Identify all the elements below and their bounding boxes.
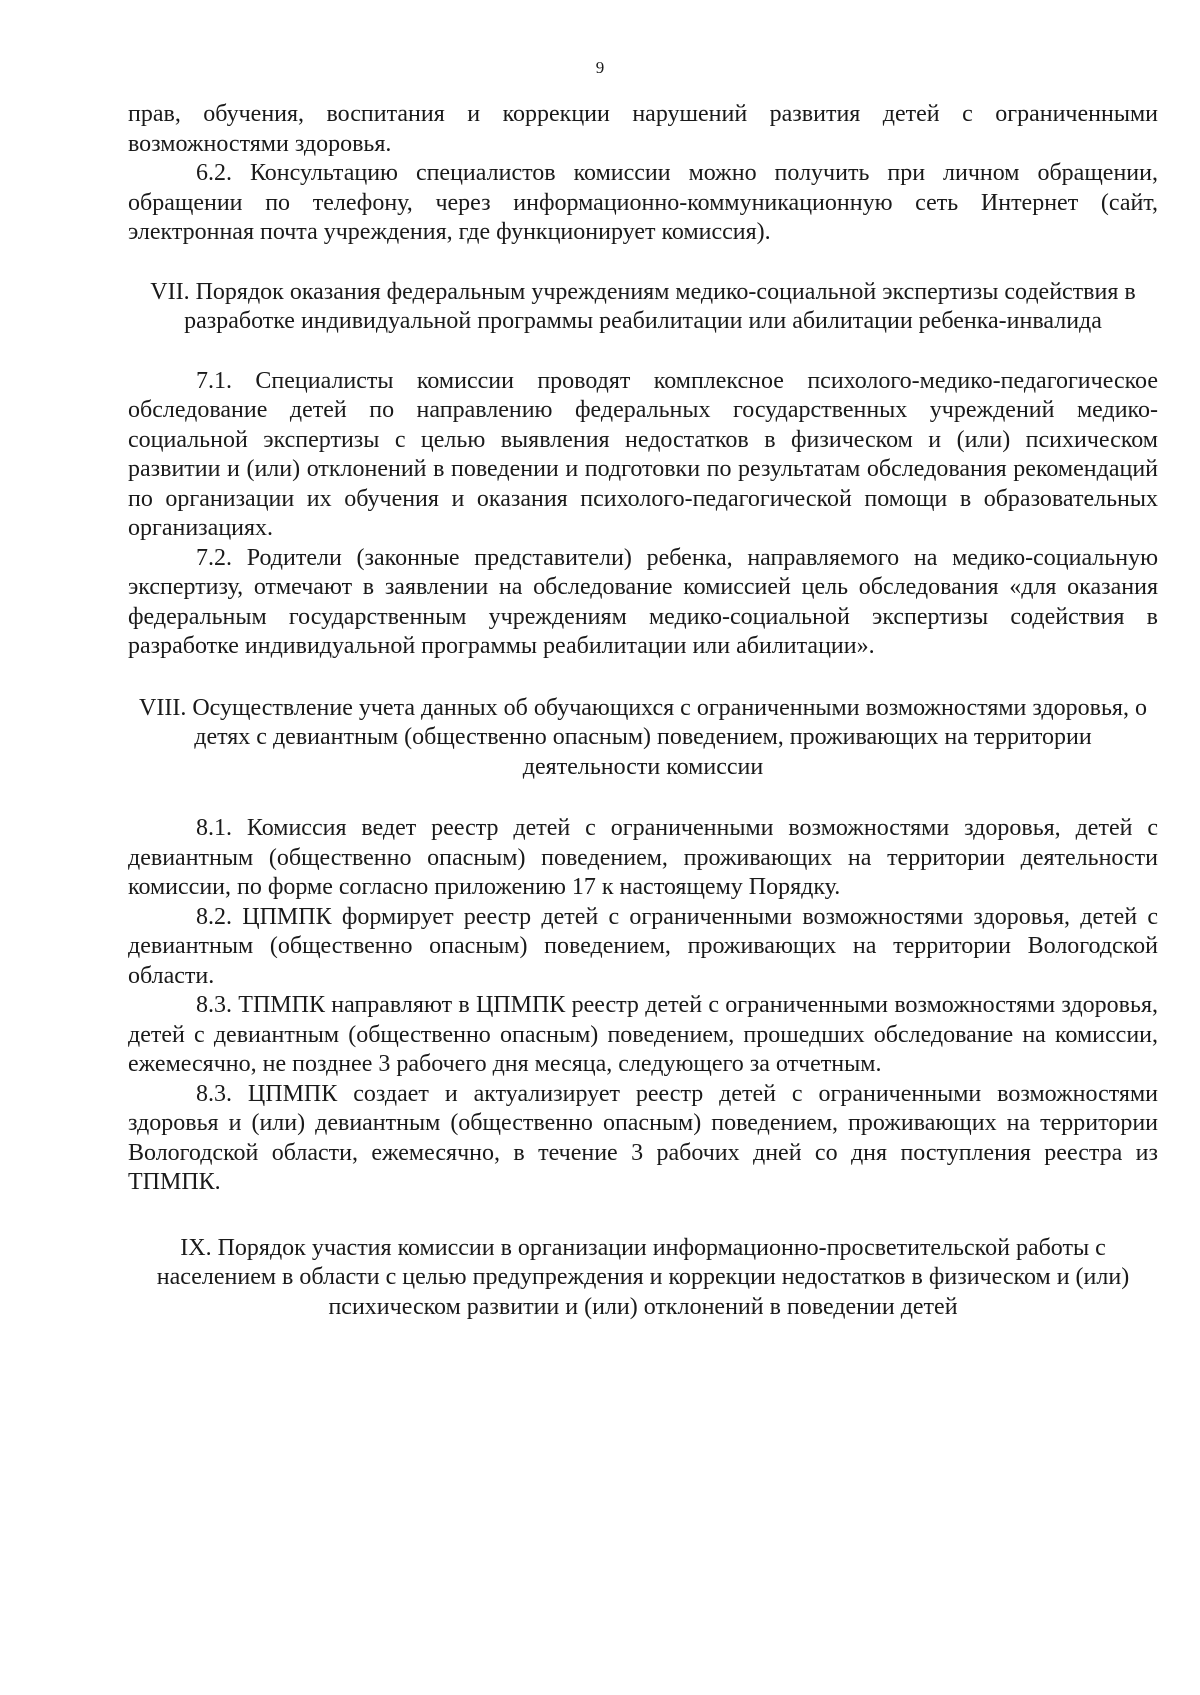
paragraph-8-3-a: 8.3. ТПМПК направляют в ЦПМПК реестр детей с ограниченными возможностями здоровья, детей с девиантным (общественно опасным) поведением, прошедших обследование на комиссии, ежемесячно, не позднее 3 рабочего дня месяца, следующего за отчетным. [128,992,1158,1077]
document-body [128,100,1158,1322]
page-number: 9 [595,58,605,77]
paragraph-8-1: 8.1. Комиссия ведет реестр детей с ограниченными возможностями здоровья, детей с девиантным (общественно опасным) поведением, проживающих на территории деятельности комиссии, по форме согласно приложению 17 к настоящему Порядку. [128,815,1158,900]
paragraph-7-2: 7.2. Родители (законные представители) ребенка, направляемого на медико-социальную экспертизу, отмечают в заявлении на обследование комиссией цель обследования «для оказания федеральным государственным учреждениям медико-социальной экспертизы содействия в разработке индивидуальной программы реабилитации или абилитации». [128,544,1158,659]
section-heading-8: VIII. Осуществление учета данных об обучающихся с ограниченными возможностями здоровья, о детях с девиантным (общественно опасным) поведением, проживающих на территории деятельности комиссии [139,694,1147,780]
paragraph-6-2: 6.2. Консультацию специалистов комиссии можно получить при личном обращении, обращении по телефону, через информационно-коммуникационную сеть Интернет (сайт, электронная почта учреждения, где функционирует комиссия). [128,160,1158,245]
paragraph-8-2: 8.2. ЦПМПК формирует реестр детей с ограниченными возможностями здоровья, детей с девиантным (общественно опасным) поведением, проживающих на территории Вологодской области. [128,903,1158,989]
paragraph-8-3-b: 8.3. ЦПМПК создает и актуализирует реестр детей с ограниченными возможностями здоровья и (или) девиантным (общественно опасным) поведением, проживающих на территории Вологодской области, ежемесячно, в течение 3 рабочих дней со дня поступления реестра из ТПМПК. [128,1080,1158,1195]
paragraph-7-1: 7.1. Специалисты комиссии проводят комплексное психолого-медико-педагогическое обследование детей по направлению федеральных государственных учреждений медико-социальной экспертизы с целью выявления недостатков в физическом и (или) психическом развитии и (или) отклонений в поведении и подготовки по результатам обследования рекомендаций по организации их обучения и оказания психолого-педагогической помощи в образовательных организациях. [128,367,1158,541]
paragraph-intro: прав, обучения, воспитания и коррекции нарушений развития детей с ограниченными возможностями здоровья. [128,101,1158,157]
section-heading-9: IX. Порядок участия комиссии в организации информационно-просветительской работы с населением в области с целью предупреждения и коррекции недостатков в физическом и (или) психическом развитии и (или) отклонений в поведении детей [156,1234,1130,1320]
section-heading-7: VII. Порядок оказания федеральным учреждениям медико-социальной экспертизы содействия в разработке индивидуальной программы реабилитации или абилитации ребенка-инвалида [150,278,1136,334]
